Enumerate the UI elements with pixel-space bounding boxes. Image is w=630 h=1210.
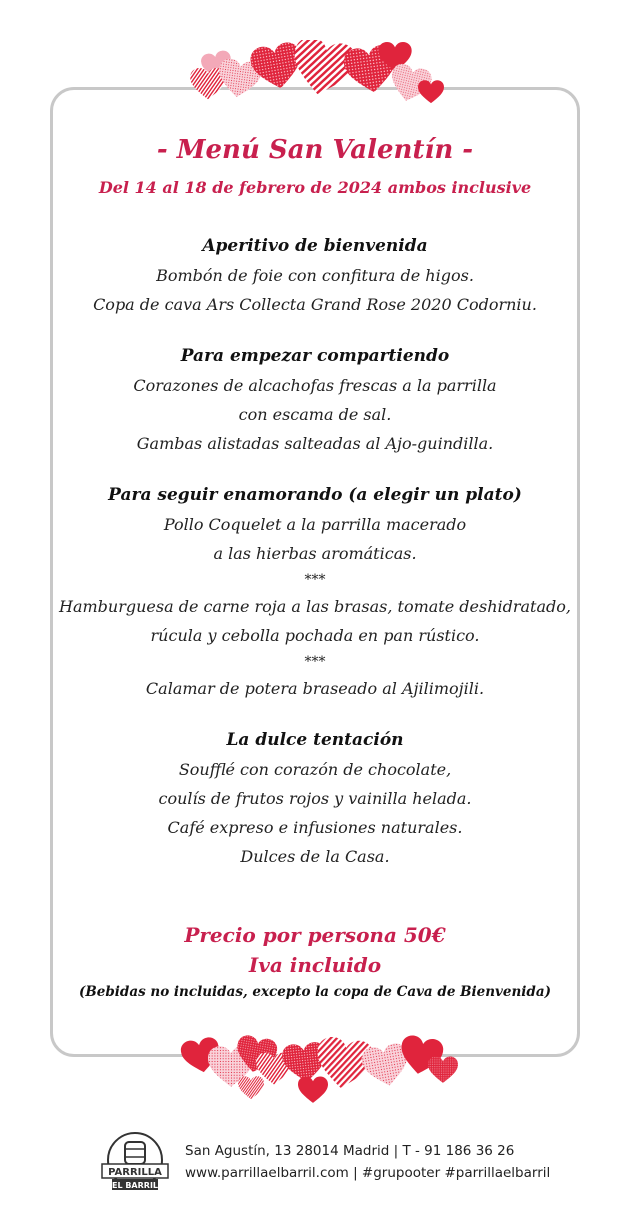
menu-item: Café expreso e infusiones naturales. — [167, 818, 463, 837]
menu-title: - Menú San Valentín - — [156, 135, 474, 165]
menu-item: coulís de frutos rojos y vainilla helada. — [158, 789, 472, 808]
footer-contact — [185, 1140, 550, 1184]
menu-item: rúcula y cebolla pochada en pan rústico. — [150, 626, 480, 645]
footer — [100, 1130, 560, 1200]
address-phone: San Agustín, 13 28014 Madrid | T - 91 186 36 26 — [185, 1143, 515, 1159]
menu-item: a las hierbas aromáticas. — [213, 544, 417, 563]
menu-item: Gambas alistadas salteadas al Ajo-guindilla. — [136, 434, 494, 453]
menu-item: Corazones de alcachofas frescas a la parrilla — [133, 376, 497, 395]
menu-item: Pollo Coquelet a la parrilla macerado — [163, 515, 467, 534]
separator: *** — [304, 654, 326, 670]
svg-text:PARRILLA: PARRILLA — [108, 1167, 162, 1178]
date-range: Del 14 al 18 de febrero de 2024 ambos inclusive — [98, 178, 532, 197]
menu-item: Bombón de foie con confitura de higos. — [156, 266, 474, 285]
hearts-decoration-bottom — [178, 1032, 463, 1112]
separator: *** — [304, 572, 326, 588]
section-aperitivo — [50, 232, 580, 319]
section-empezar — [50, 342, 580, 458]
menu-item: Hamburguesa de carne roja a las brasas, tomate deshidratado, — [59, 597, 571, 616]
section-seguir — [50, 481, 580, 703]
hearts-decoration-top — [180, 40, 450, 110]
svg-text:EL BARRIL: EL BARRIL — [111, 1181, 159, 1190]
vat-included: Iva incluido — [248, 953, 382, 977]
menu-item: con escama de sal. — [238, 405, 392, 424]
section-heading: Para empezar compartiendo — [180, 346, 450, 366]
drinks-note: (Bebidas no incluidas, excepto la copa de Cava de Bienvenida) — [78, 984, 552, 1000]
menu-item: Dulces de la Casa. — [240, 847, 390, 866]
menu-sections — [50, 232, 580, 894]
price-per-person: Precio por persona 50€ — [184, 923, 446, 947]
section-heading: Para seguir enamorando (a elegir un plato) — [108, 485, 522, 505]
menu-item: Copa de cava Ars Collecta Grand Rose 2020 Codorniu. — [93, 295, 537, 314]
website-hashtags[interactable]: www.parrillaelbarril.com | #grupooter #parrillaelbarril — [185, 1165, 551, 1181]
parrilla-el-barril-logo — [100, 1130, 170, 1196]
price-block — [0, 920, 630, 980]
menu-item: Soufflé con corazón de chocolate, — [178, 760, 452, 779]
section-heading: La dulce tentación — [226, 730, 404, 750]
section-heading: Aperitivo de bienvenida — [202, 236, 428, 256]
menu-item: Calamar de potera braseado al Ajilimojili. — [145, 679, 485, 698]
section-dulce — [50, 726, 580, 871]
